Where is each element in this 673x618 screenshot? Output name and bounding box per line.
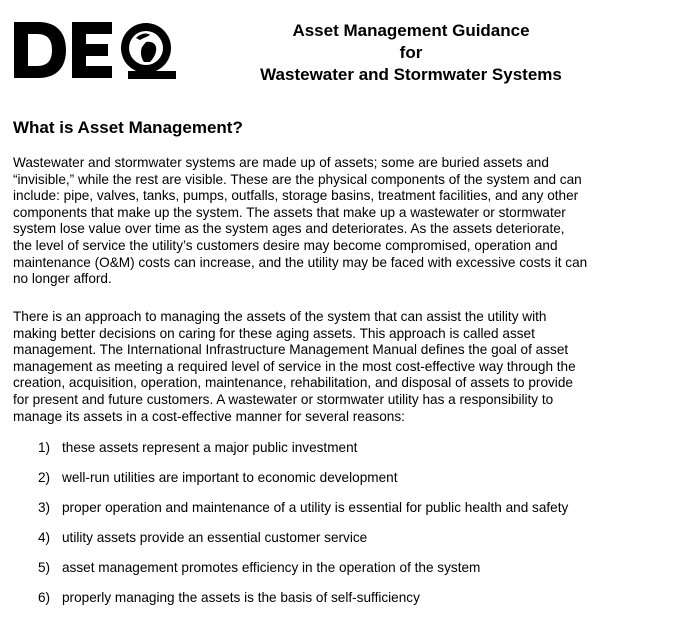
paragraph-line: the level of service the utility’s customers desire may become compromised, operation and: [13, 237, 558, 253]
paragraph-line: for present and future customers. A wastewater or stormwater utility has a responsibility to: [13, 391, 554, 407]
paragraph-line: Wastewater and stormwater systems are made up of assets; some are buried assets and: [13, 155, 549, 170]
paragraph-line: There is an approach to managing the assets of the system that can assist the utility with: [13, 309, 547, 324]
list-number: 2): [38, 470, 51, 485]
list-text: properly managing the assets is the basis of self-sufficiency: [62, 590, 420, 605]
paragraph-line: “invisible,” while the rest are visible. These are the physical components of the system and can: [13, 171, 582, 187]
title-line-2: for: [399, 43, 423, 62]
list-number: 3): [38, 500, 51, 515]
title-line-3: Wastewater and Stormwater Systems: [260, 65, 562, 84]
title-line-1: Asset Management Guidance: [292, 21, 530, 40]
list-item: [38, 498, 568, 528]
document-title: [228, 20, 594, 86]
paragraph-line: making better decisions on caring for these aging assets. This approach is called asset: [13, 325, 535, 341]
list-item: [38, 528, 568, 558]
paragraph-line: include: pipe, valves, tanks, pumps, outfalls, storage basins, treatment facilities, and any other: [13, 188, 579, 204]
reasons-list: [38, 438, 568, 618]
list-item: [38, 558, 568, 588]
paragraph-line: manage its assets in a cost-effective manner for several reasons:: [13, 408, 405, 424]
list-text: well-run utilities are important to economic development: [62, 470, 398, 485]
list-text: proper operation and maintenance of a utility is essential for public health and safety: [62, 500, 569, 515]
list-number: 5): [38, 560, 51, 575]
list-text: utility assets provide an essential customer service: [62, 530, 368, 545]
list-text: these assets represent a major public investment: [62, 440, 358, 455]
paragraph-line: no longer afford.: [13, 271, 112, 287]
section-heading: What is Asset Management?: [13, 118, 243, 137]
paragraph-intro: [13, 155, 653, 288]
list-item: [38, 438, 568, 468]
paragraph-line: management as meeting a required level of service in the most cost-effective way through the: [13, 358, 576, 374]
list-item: [38, 588, 568, 618]
list-number: 4): [38, 530, 51, 545]
list-item: [38, 468, 568, 498]
list-text: asset management promotes efficiency in the operation of the system: [62, 560, 481, 575]
paragraph-line: creation, acquisition, operation, maintenance, rehabilitation, and disposal of assets to provide: [13, 375, 573, 391]
deq-logo: [12, 16, 178, 84]
paragraph-line: maintenance (O&M) costs can increase, and the utility may be faced with excessive costs it can: [13, 254, 588, 270]
paragraph-line: system lose value over time as the system ages and deteriorates. As the assets deteriorate,: [13, 221, 565, 237]
list-number: 6): [38, 590, 51, 605]
list-number: 1): [38, 440, 51, 455]
paragraph-line: components that make up the system. The assets that make up a wastewater or stormwater: [13, 204, 566, 220]
paragraph-approach: [13, 309, 653, 425]
paragraph-line: management. The International Infrastructure Management Manual defines the goal of asset: [13, 342, 569, 358]
